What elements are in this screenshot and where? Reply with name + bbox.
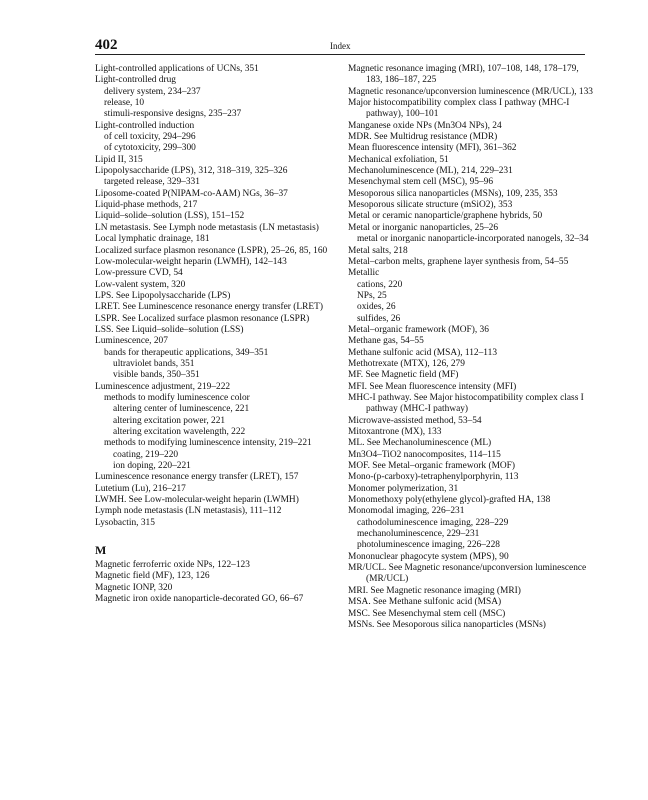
index-entry: MDR. See Multidrug resistance (MDR) <box>348 132 498 143</box>
index-entry: Magnetic resonance imaging (MRI), 107–108, 148, 178–179, 183, 186–187, 225 <box>348 64 579 86</box>
index-entry: MF. See Magnetic field (MF) <box>348 370 459 381</box>
index-entry: Methane sulfonic acid (MSA), 112–113 <box>348 347 498 358</box>
index-entry: Metallic <box>348 268 380 279</box>
index-entry: Metal–carbon melts, graphene layer synthesis from, 54–55 <box>348 256 569 267</box>
index-entry: Monomer polymerization, 31 <box>348 483 459 494</box>
index-entry: Luminescence, 207 <box>95 336 168 347</box>
index-entry: mechanoluminescence, 229–231 <box>357 529 480 540</box>
index-entry: visible bands, 350–351 <box>113 370 200 381</box>
index-entry: ultraviolet bands, 351 <box>113 358 195 369</box>
index-entry: bands for therapeutic applications, 349–351 <box>104 347 269 358</box>
index-entry: MSNs. See Mesoporous silica nanoparticles (MSNs) <box>348 619 546 630</box>
index-entry: Metal or inorganic nanoparticles, 25–26 <box>348 222 499 233</box>
index-entry: Low-molecular-weight heparin (LWMH), 142–143 <box>95 256 287 267</box>
index-entry: Magnetic ferroferric oxide NPs, 122–123 <box>95 560 250 571</box>
index-entry: altering excitation wavelength, 222 <box>113 427 246 437</box>
index-entry: Methotrexate (MTX), 126, 279 <box>348 358 465 369</box>
index-entry: MR/UCL. See Magnetic resonance/upconversion luminescence (MR/UCL) <box>348 563 587 585</box>
index-entry: Mechanoluminescence (ML), 214, 229–231 <box>348 166 513 177</box>
index-entry: Lysobactin, 315 <box>95 517 155 528</box>
index-entry: Mesoporous silicate structure (mSiO2), 353 <box>348 200 513 211</box>
index-entry: Magnetic resonance/upconversion luminescence (MR/UCL), 133 <box>348 86 593 97</box>
index-entry: MSA. See Methane sulfonic acid (MSA) <box>348 597 502 608</box>
index-entry: methods to modifying luminescence intensity, 219–221 <box>104 438 312 449</box>
index-entry: Liquid-phase methods, 217 <box>95 200 198 211</box>
index-entry: ML. See Mechanoluminescence (ML) <box>348 438 492 449</box>
index-entry: Monomethoxy poly(ethylene glycol)-grafted HA, 138 <box>348 495 551 506</box>
index-list-m-continued <box>348 64 596 631</box>
left-column <box>95 64 343 605</box>
index-entry: Major histocompatibility complex class I pathway (MHC-I pathway), 100–101 <box>348 98 570 120</box>
index-entry: Mononuclear phagocyte system (MPS), 90 <box>348 551 509 562</box>
index-entry: Localized surface plasmon resonance (LSPR), 25–26, 85, 160 <box>95 245 328 256</box>
index-entry: Magnetic field (MF), 123, 126 <box>95 571 210 582</box>
index-entry: Mesenchymal stem cell (MSC), 95–96 <box>348 177 494 188</box>
index-list-l <box>95 64 343 529</box>
page-number: 402 <box>95 37 118 53</box>
index-entry: of cytotoxicity, 299–300 <box>104 143 196 154</box>
index-entry: Light-controlled applications of UCNs, 351 <box>95 64 259 74</box>
index-entry: Mn3O4–TiO2 nanocomposites, 114–115 <box>348 449 501 460</box>
index-entry: NPs, 25 <box>357 290 387 301</box>
index-entry: Mono-(p-carboxy)-tetraphenylporphyrin, 113 <box>348 472 519 483</box>
index-entry: MSC. See Mesenchymal stem cell (MSC) <box>348 608 506 619</box>
index-entry: oxides, 26 <box>357 302 396 313</box>
index-entry: Mean fluorescence intensity (MFI), 361–362 <box>348 143 517 154</box>
index-entry: LN metastasis. See Lymph node metastasis (LN metastasis) <box>95 222 319 233</box>
index-entry: MFI. See Mean fluorescence intensity (MFI) <box>348 381 517 392</box>
index-entry: Microwave-assisted method, 53–54 <box>348 415 482 426</box>
index-entry: Luminescence adjustment, 219–222 <box>95 381 231 392</box>
index-entry: Mitoxantrone (MX), 133 <box>348 427 442 437</box>
index-entry: stimuli-responsive designs, 235–237 <box>104 109 242 120</box>
index-entry: Lipid II, 315 <box>95 154 143 165</box>
index-entry: methods to modify luminescence color <box>104 392 250 403</box>
index-entry: Light-controlled drug <box>95 75 176 86</box>
index-entry: LSS. See Liquid–solide–solution (LSS) <box>95 324 244 335</box>
index-entry: photoluminescence imaging, 226–228 <box>357 540 500 551</box>
header-rule <box>95 54 585 55</box>
index-entry: Local lymphatic drainage, 181 <box>95 234 210 245</box>
index-entry: cathodoluminescence imaging, 228–229 <box>357 517 509 528</box>
index-entry: Lutetium (Lu), 216–217 <box>95 483 186 494</box>
index-entry: altering center of luminescence, 221 <box>113 404 250 415</box>
index-entry: Metal–organic framework (MOF), 36 <box>348 324 489 335</box>
index-entry: MRI. See Magnetic resonance imaging (MRI) <box>348 585 521 596</box>
section-letter: M <box>95 543 107 558</box>
index-entry: Liquid–solide–solution (LSS), 151–152 <box>95 211 245 222</box>
index-entry: Lipopolysaccharide (LPS), 312, 318–319, 325–326 <box>95 166 288 177</box>
index-entry: delivery system, 234–237 <box>104 86 201 97</box>
right-column <box>348 64 596 631</box>
index-entry: Low-valent system, 320 <box>95 279 186 290</box>
index-entry: LSPR. See Localized surface plasmon resonance (LSPR) <box>95 313 310 324</box>
index-entry: MHC-I pathway. See Major histocompatibility complex class I pathway (MHC-I pathway) <box>348 392 584 415</box>
index-entry: Liposome-coated P(NIPAM-co-AAM) NGs, 36–37 <box>95 188 288 199</box>
index-entry: Manganese oxide NPs (Mn3O4 NPs), 24 <box>348 120 502 131</box>
index-entry: Low-pressure CVD, 54 <box>95 268 183 279</box>
index-entry: LPS. See Lipopolysaccharide (LPS) <box>95 290 231 301</box>
index-entry: cations, 220 <box>357 279 403 290</box>
index-entry: Metal or ceramic nanoparticle/graphene hybrids, 50 <box>348 211 543 222</box>
index-entry: LWMH. See Low-molecular-weight heparin (LWMH) <box>95 495 299 506</box>
index-entry: Mechanical exfoliation, 51 <box>348 154 449 165</box>
index-entry: Light-controlled induction <box>95 120 195 131</box>
index-entry: Methane gas, 54–55 <box>348 336 424 347</box>
index-entry: Magnetic IONP, 320 <box>95 582 173 593</box>
running-head: Index <box>330 41 351 51</box>
index-entry: Monomodal imaging, 226–231 <box>348 506 465 517</box>
index-entry: targeted release, 329–331 <box>104 177 200 188</box>
index-entry: Metal salts, 218 <box>348 245 408 256</box>
index-entry: sulfides, 26 <box>357 313 401 324</box>
index-list-m <box>95 560 343 605</box>
index-entry: altering excitation power, 221 <box>113 415 226 426</box>
index-entry: Lymph node metastasis (LN metastasis), 111–112 <box>95 506 282 517</box>
index-entry: release, 10 <box>104 98 145 109</box>
index-entry: ion doping, 220–221 <box>113 461 191 472</box>
index-entry: MOF. See Metal–organic framework (MOF) <box>348 461 516 472</box>
index-entry: coating, 219–220 <box>113 449 179 460</box>
index-entry: metal or inorganic nanoparticle-incorporated nanogels, 32–34 <box>357 234 589 245</box>
index-entry: Mesoporous silica nanoparticles (MSNs), 109, 235, 353 <box>348 188 558 199</box>
index-entry: of cell toxicity, 294–296 <box>104 132 196 143</box>
index-entry: Luminescence resonance energy transfer (LRET), 157 <box>95 472 299 483</box>
index-entry: LRET. See Luminescence resonance energy transfer (LRET) <box>95 302 323 313</box>
index-entry: Magnetic iron oxide nanoparticle-decorated GO, 66–67 <box>95 594 304 605</box>
